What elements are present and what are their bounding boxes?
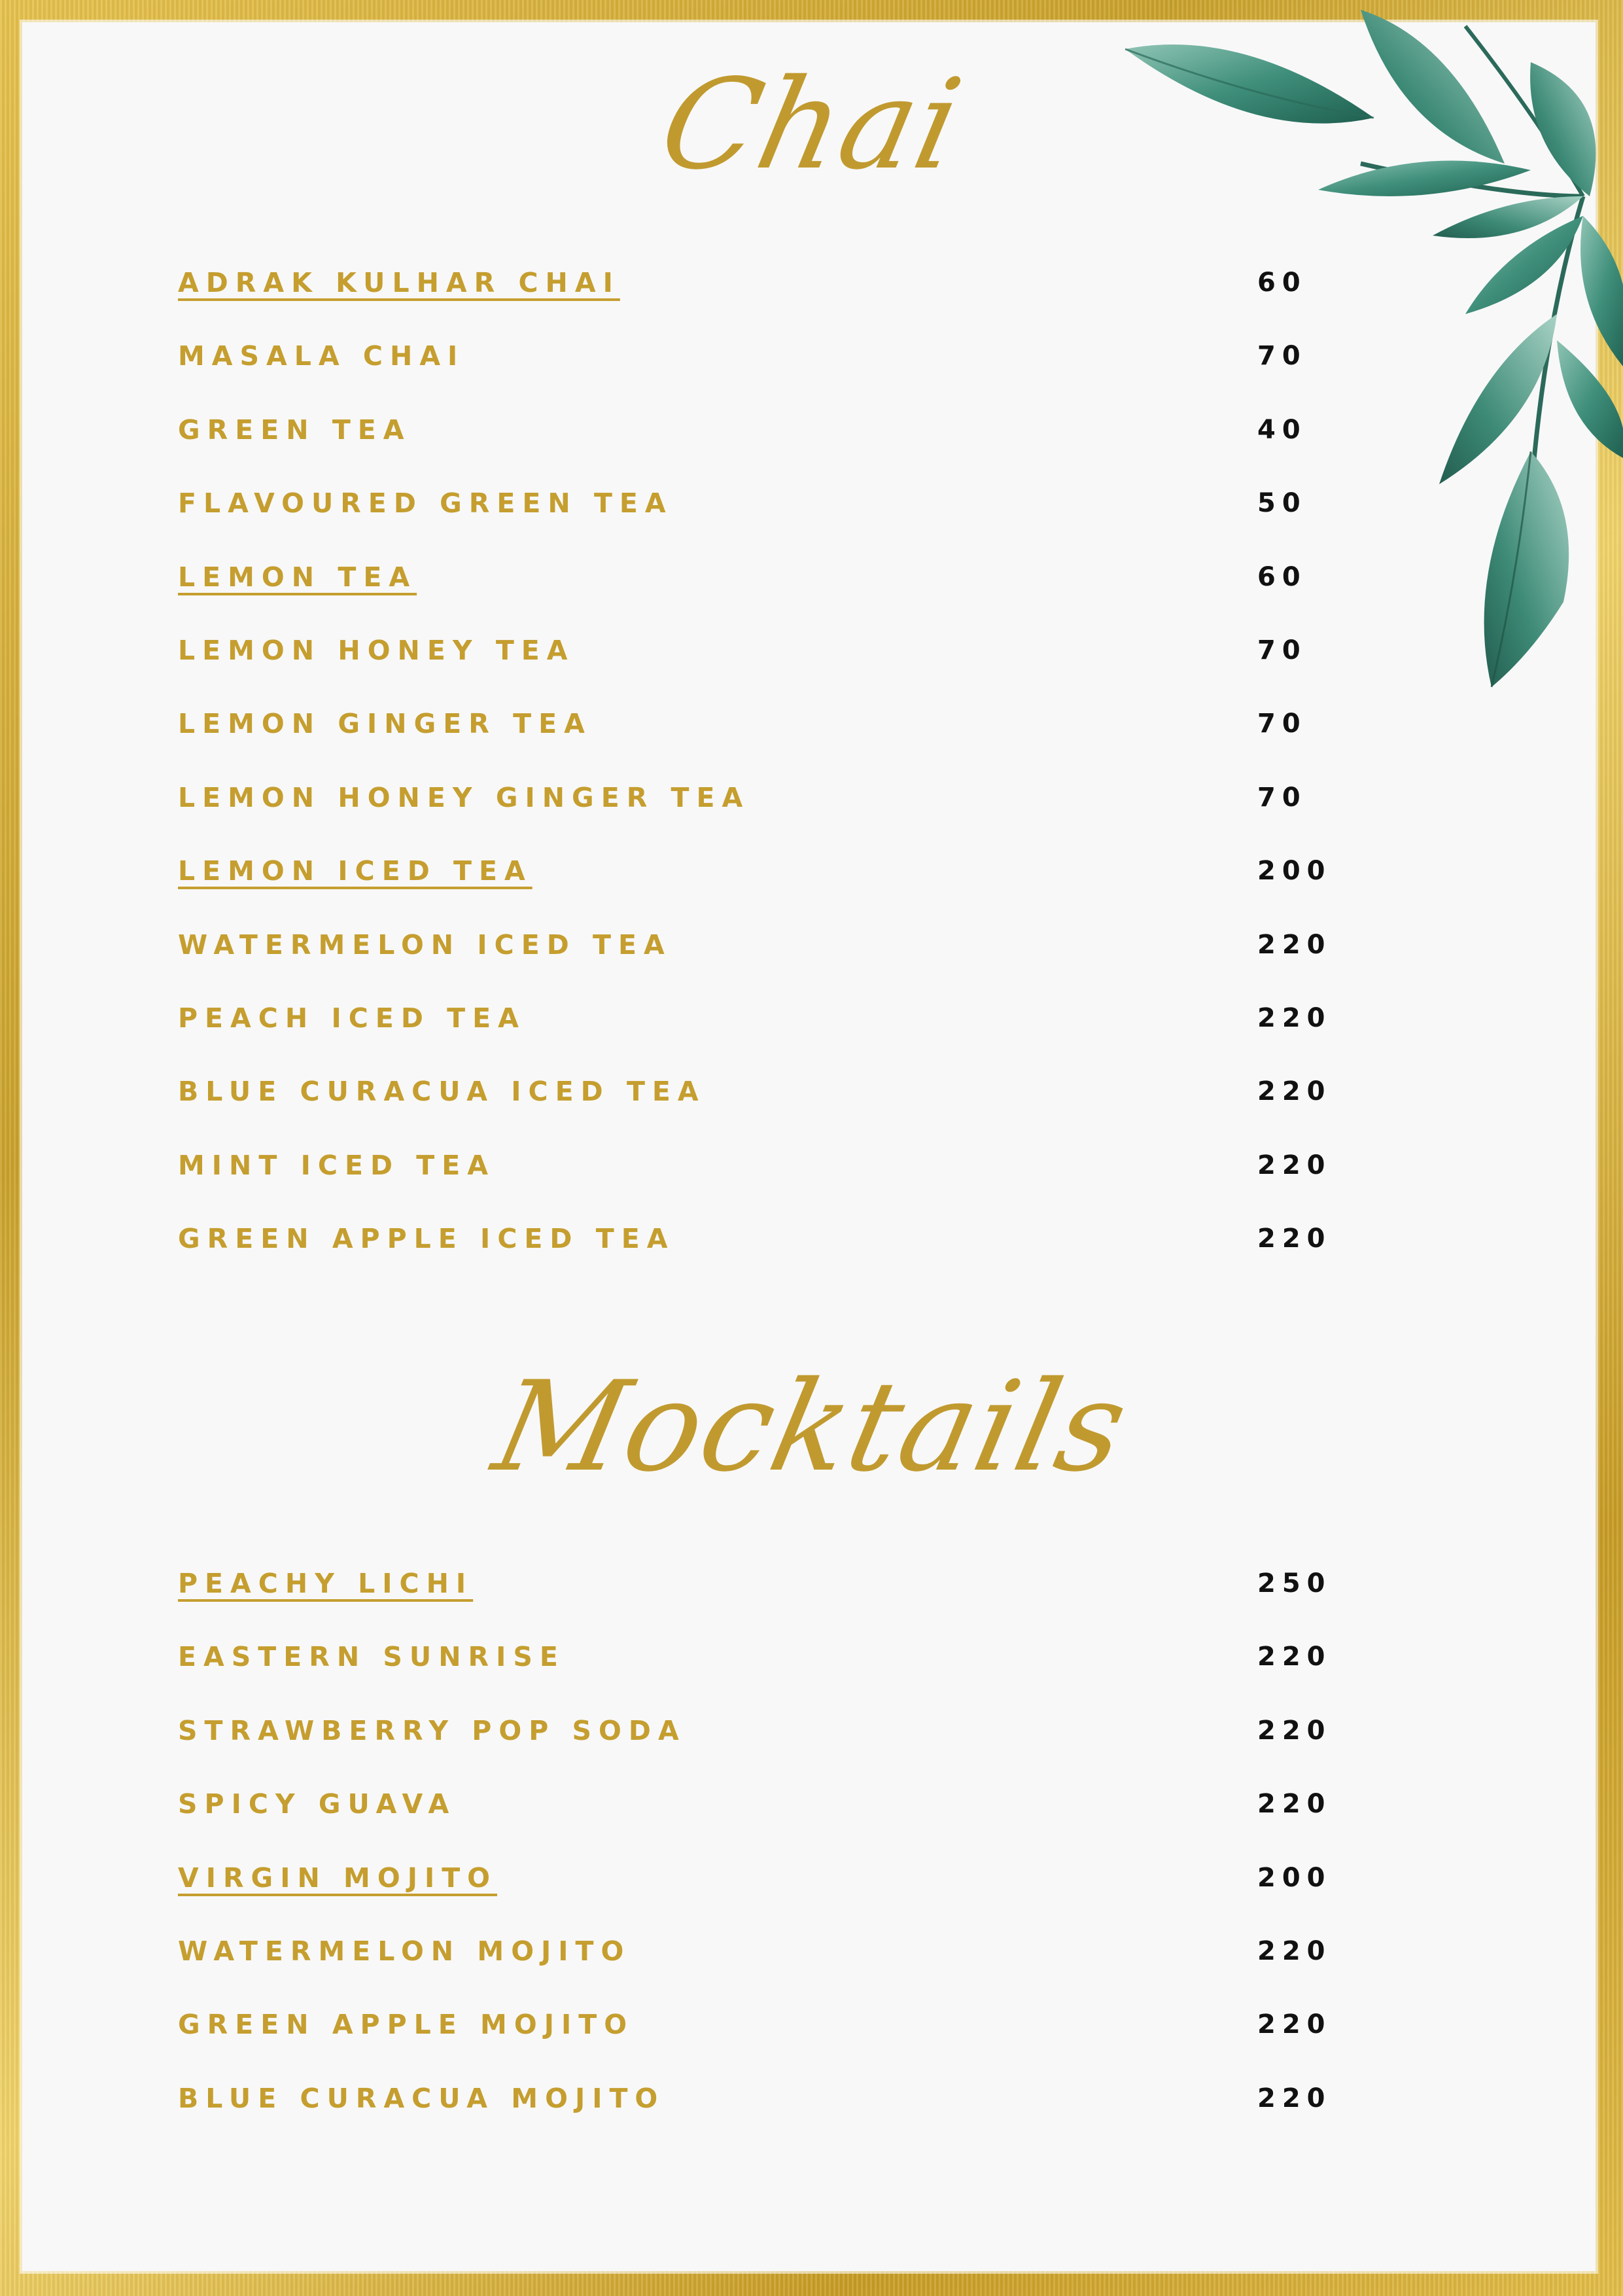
menu-item bbox=[178, 629, 1329, 703]
menu-item bbox=[178, 777, 1329, 850]
menu-item-name[interactable]: LEMON ICED TEA bbox=[178, 855, 532, 887]
menu-item-name: FLAVOURED GREEN TEA bbox=[178, 487, 673, 520]
menu-item-name: BLUE CURACUA MOJITO bbox=[178, 2082, 665, 2114]
menu-item bbox=[178, 262, 1329, 335]
menu-item-name[interactable]: ADRAK KULHAR CHAI bbox=[178, 267, 620, 298]
menu-item bbox=[178, 1783, 1332, 1856]
chai-menu-list bbox=[178, 262, 1332, 1291]
menu-item-name: SPICY GUAVA bbox=[178, 1788, 457, 1820]
menu-item bbox=[178, 997, 1332, 1070]
menu-item-price: 220 bbox=[1257, 1002, 1332, 1033]
menu-item bbox=[178, 924, 1332, 997]
menu-item-price: 70 bbox=[1257, 782, 1307, 813]
menu-item-price: 50 bbox=[1257, 488, 1307, 519]
menu-item-name: BLUE CURACUA ICED TEA bbox=[178, 1076, 706, 1108]
menu-item-price: 250 bbox=[1257, 1568, 1332, 1598]
menu-item-name: PEACH ICED TEA bbox=[178, 1002, 526, 1034]
menu-item bbox=[178, 1070, 1332, 1144]
menu-item bbox=[178, 556, 1329, 629]
menu-item bbox=[178, 1144, 1332, 1218]
menu-item bbox=[178, 1636, 1332, 1709]
menu-item-price: 220 bbox=[1257, 2083, 1332, 2113]
menu-item-price: 220 bbox=[1257, 1076, 1332, 1107]
menu-item-price: 200 bbox=[1257, 856, 1332, 887]
menu-item bbox=[178, 482, 1329, 556]
menu-item-price: 60 bbox=[1257, 268, 1307, 298]
menu-item-name: GREEN APPLE ICED TEA bbox=[178, 1223, 675, 1255]
menu-item-name: GREEN APPLE MOJITO bbox=[178, 2009, 635, 2041]
menu-item-price: 220 bbox=[1257, 1150, 1332, 1180]
menu-item-price: 220 bbox=[1257, 1642, 1332, 1672]
menu-item-name: LEMON HONEY GINGER TEA bbox=[178, 781, 750, 813]
mocktails-menu-list bbox=[178, 1563, 1332, 2151]
menu-item-name[interactable]: PEACHY LICHI bbox=[178, 1568, 474, 1599]
menu-item-name: STRAWBERRY POP SODA bbox=[178, 1714, 686, 1746]
menu-item-price: 200 bbox=[1257, 1862, 1332, 1893]
menu-item bbox=[178, 409, 1329, 482]
menu-item-name: MINT ICED TEA bbox=[178, 1149, 495, 1181]
menu-item-price: 220 bbox=[1257, 1224, 1332, 1254]
menu-item bbox=[178, 1563, 1332, 1636]
menu-item bbox=[178, 2004, 1332, 2077]
menu-item bbox=[178, 2077, 1332, 2151]
menu-item-name: WATERMELON MOJITO bbox=[178, 1935, 631, 1967]
menu-item-name[interactable]: VIRGIN MOJITO bbox=[178, 1862, 498, 1894]
menu-item-price: 60 bbox=[1257, 561, 1307, 592]
menu-item-name: EASTERN SUNRISE bbox=[178, 1641, 565, 1673]
menu-item-price: 220 bbox=[1257, 1715, 1332, 1746]
menu-item-price: 220 bbox=[1257, 1935, 1332, 1966]
menu-item bbox=[178, 1857, 1332, 1930]
menu-item-price: 70 bbox=[1257, 709, 1307, 739]
menu-item bbox=[178, 1218, 1332, 1291]
menu-item-name: GREEN TEA bbox=[178, 414, 411, 446]
menu-item bbox=[178, 1930, 1332, 2004]
menu-item bbox=[178, 335, 1329, 408]
menu-item-price: 220 bbox=[1257, 929, 1332, 960]
menu-item-name[interactable]: LEMON TEA bbox=[178, 561, 417, 593]
menu-item bbox=[178, 1710, 1332, 1783]
menu-item bbox=[178, 703, 1329, 776]
menu-item-name: MASALA CHAI bbox=[178, 340, 465, 372]
menu-item bbox=[178, 850, 1332, 923]
menu-item-name: LEMON HONEY TEA bbox=[178, 634, 575, 666]
menu-item-price: 220 bbox=[1257, 1789, 1332, 1820]
menu-item-name: LEMON GINGER TEA bbox=[178, 708, 592, 740]
chai-heading: Chai bbox=[649, 52, 974, 197]
menu-item-name: WATERMELON ICED TEA bbox=[178, 928, 672, 961]
menu-item-price: 40 bbox=[1257, 414, 1307, 445]
mocktails-heading: Mocktails bbox=[483, 1354, 1140, 1499]
menu-item-price: 70 bbox=[1257, 341, 1307, 372]
menu-item-price: 70 bbox=[1257, 635, 1307, 665]
menu-item-price: 220 bbox=[1257, 2009, 1332, 2040]
